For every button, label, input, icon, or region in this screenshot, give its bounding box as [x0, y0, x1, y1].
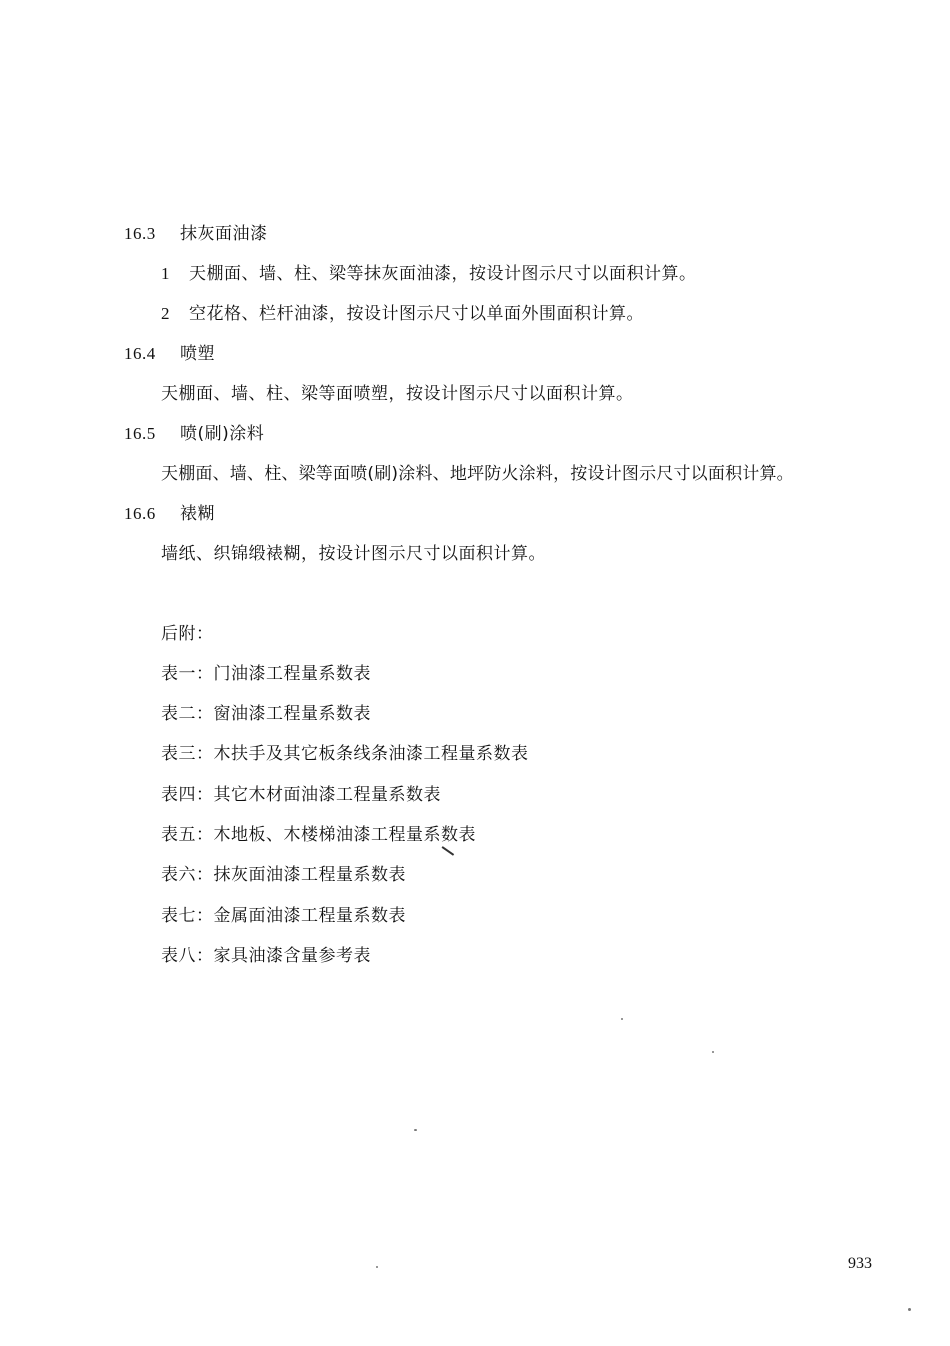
item-text: 空花格、栏杆油漆，按设计图示尺寸以单面外围面积计算。 [189, 304, 644, 324]
section-item [161, 262, 697, 286]
scan-scratch-mark [442, 846, 454, 855]
appendix-table-item: 表三：木扶手及其它板条线条油漆工程量系数表 [161, 744, 529, 764]
section-heading-16-4 [124, 342, 215, 366]
section-heading-16-6 [124, 502, 215, 526]
section-heading-16-5 [124, 422, 264, 446]
scan-speck [376, 1266, 378, 1268]
appendix-table-item: 表一：门油漆工程量系数表 [161, 664, 371, 684]
section-title: 喷(刷)涂料 [180, 424, 265, 444]
scan-speck [908, 1308, 911, 1311]
scan-speck [621, 1018, 623, 1020]
section-body: 墙纸、织锦缎裱糊，按设计图示尺寸以面积计算。 [161, 544, 546, 564]
section-item [161, 302, 644, 326]
section-body: 天棚面、墙、柱、梁等面喷(刷)涂料、地坪防火涂料，按设计图示尺寸以面积计算。 [161, 464, 794, 484]
page-number: 933 [848, 1255, 872, 1272]
section-number: 16.6 [124, 504, 156, 523]
appendix-table-item: 表六：抹灰面油漆工程量系数表 [161, 865, 406, 885]
section-title: 裱糊 [180, 504, 215, 524]
item-number: 1 [161, 264, 170, 283]
item-text: 天棚面、墙、柱、梁等抹灰面油漆，按设计图示尺寸以面积计算。 [189, 264, 697, 284]
section-number: 16.3 [124, 224, 156, 243]
section-heading-16-3 [124, 222, 268, 246]
appendix-table-item: 表二：窗油漆工程量系数表 [161, 704, 371, 724]
appendix-table-item: 表五：木地板、木楼梯油漆工程量系数表 [161, 825, 476, 845]
section-number: 16.5 [124, 424, 156, 443]
item-number: 2 [161, 304, 170, 323]
section-title: 抹灰面油漆 [180, 224, 268, 244]
appendix-heading: 后附： [161, 624, 214, 644]
scan-speck [414, 1129, 417, 1131]
section-title: 喷塑 [180, 344, 215, 364]
section-body: 天棚面、墙、柱、梁等面喷塑，按设计图示尺寸以面积计算。 [161, 384, 634, 404]
appendix-table-item: 表七：金属面油漆工程量系数表 [161, 906, 406, 926]
appendix-table-item: 表四：其它木材面油漆工程量系数表 [161, 785, 441, 805]
scan-speck [712, 1051, 714, 1053]
appendix-table-item: 表八：家具油漆含量参考表 [161, 946, 371, 966]
section-number: 16.4 [124, 344, 156, 363]
